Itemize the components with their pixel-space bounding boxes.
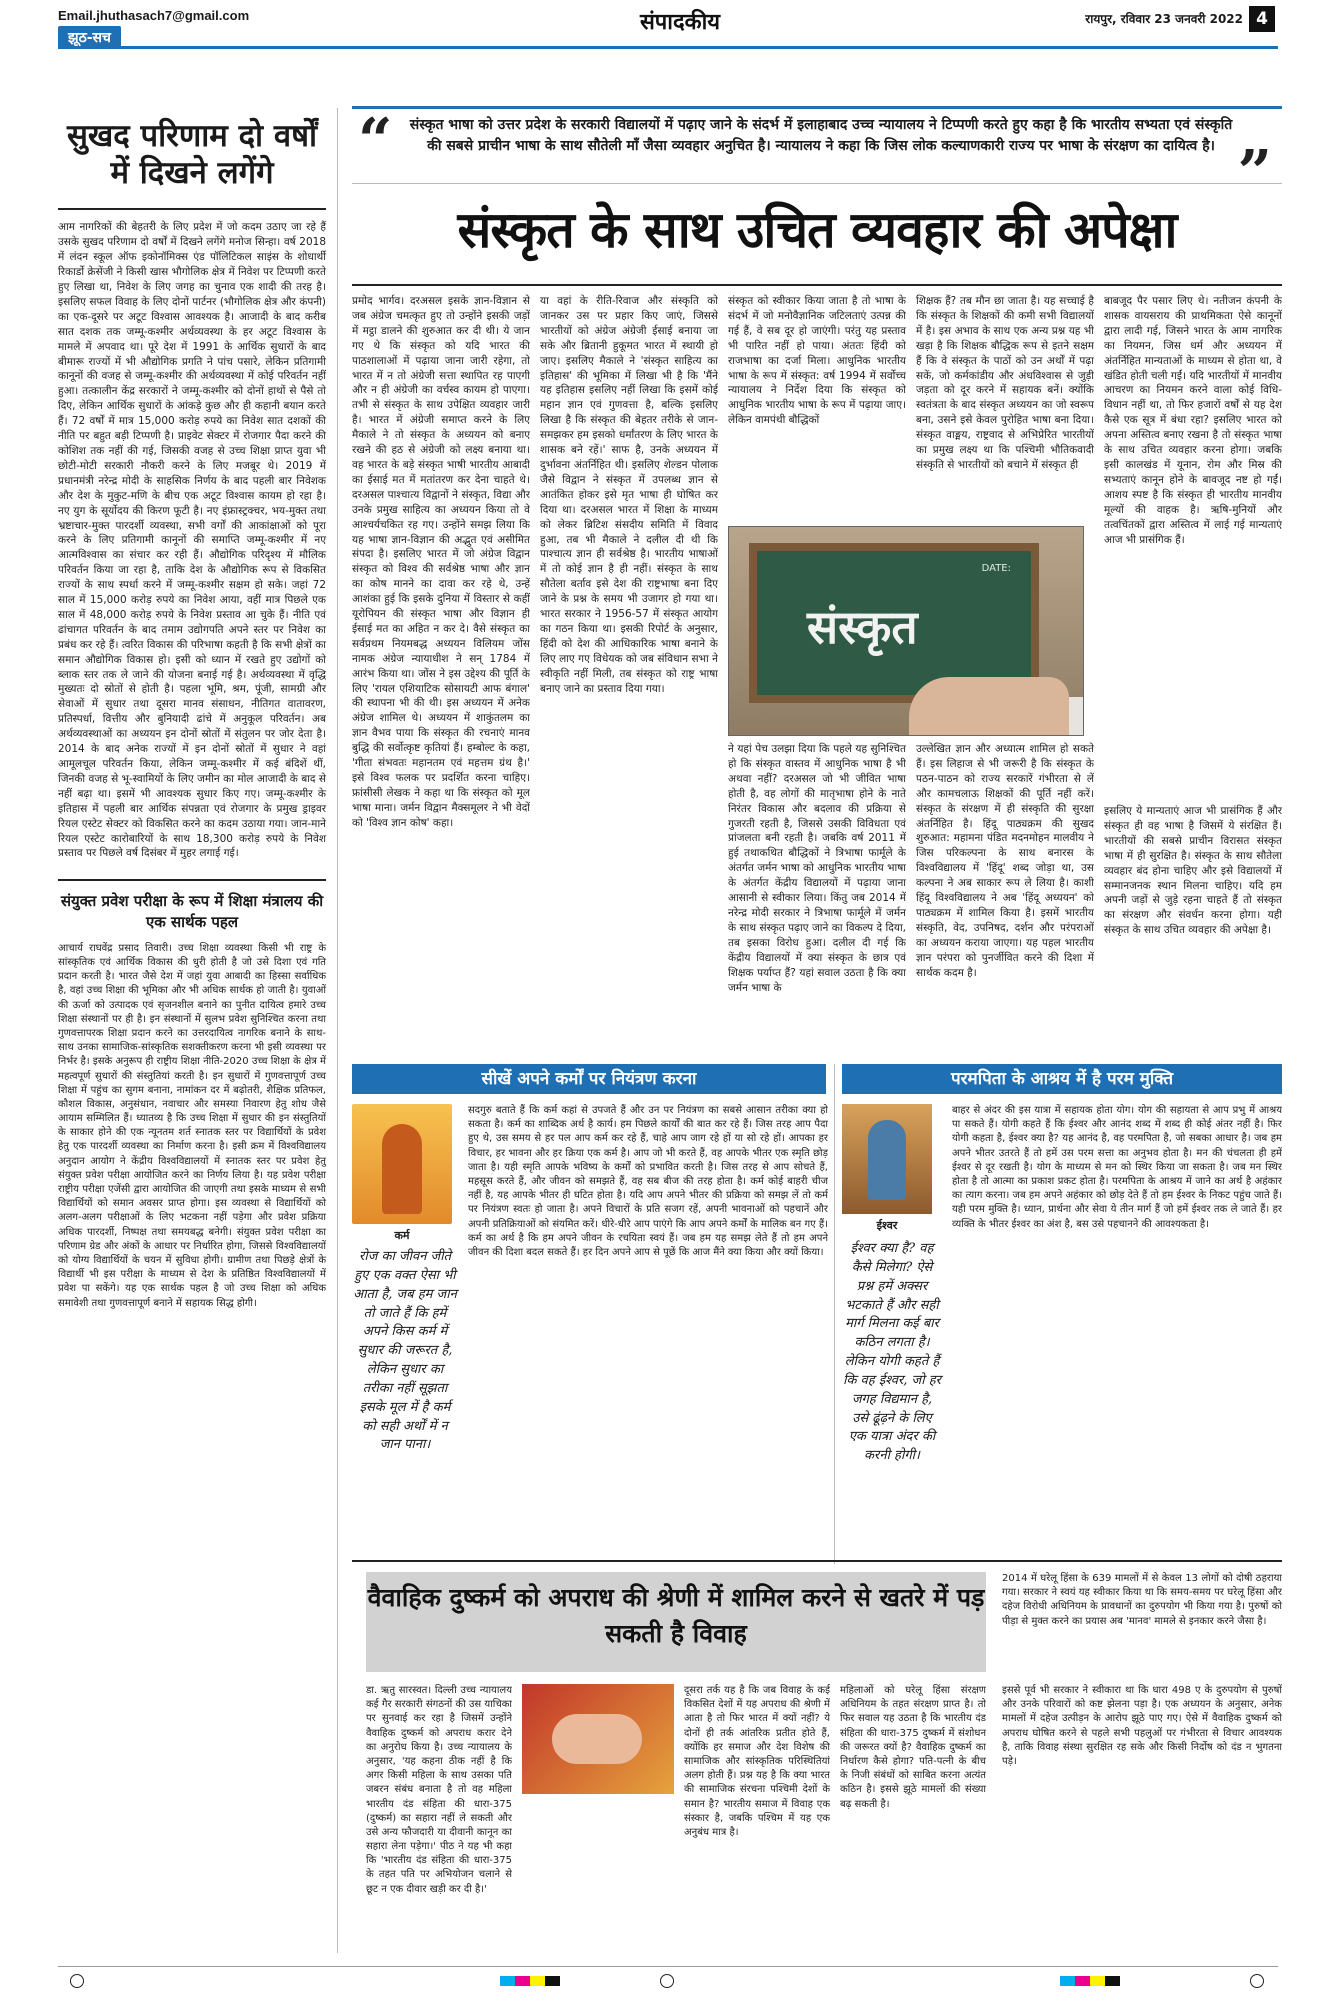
bottom-headline: वैवाहिक दुष्कर्म को अपराध की श्रेणी में शामिल करने से खतरे में पड़ सकती है विवाह <box>366 1572 986 1672</box>
god-illustration <box>842 1104 932 1214</box>
pull-quote <box>352 106 1282 208</box>
sage-figure <box>382 1124 422 1214</box>
karma-illustration <box>352 1104 452 1224</box>
mid-divider <box>834 1064 835 1564</box>
bottom-article-top-right: 2014 में घरेलू हिंसा के 639 मामलों में से केवल 13 लोगों को दोषी ठहराया गया। सरकार ने स्वयं यह स्वीकार किया था कि समय-समय पर घरेलू हिंसा और दहेज विरोधी अधिनियम के प्रावधानों का दुरुपयोग भी किया गया है। पुरुषों को पीड़ा से मुक्त करने का प्रयास अब 'मानव' मामले से इनकार करने जैसा है। <box>1002 1573 1282 1627</box>
column-divider <box>337 108 338 1953</box>
page-number: 4 <box>1249 6 1275 32</box>
bottom-article-column-5: इससे पूर्व भी सरकार ने स्वीकारा था कि धारा 498 ए के दुरुपयोग से पुरुषों और उनके परिवारों को कष्ट झेलना पड़ा है। एक अध्ययन के अनुसार, अनेक मामलों में दहेज उत्पीड़न के आरोप झूठे पाए गए। ऐसे में वैवाहिक दुष्कर्म को अपराध घोषित करने से पहले सभी पहलुओं पर गंभीरता से विचार आवश्यक है, ताकि विवाह संस्था सुरक्षित रह सके और किसी निर्दोष को दंड न भुगतना पड़े। <box>1002 1685 1282 1767</box>
registration-mark-icon <box>660 1974 674 1988</box>
karma-article-body: सदगुरु बताते हैं कि कर्म कहां से उपजते हैं और उन पर नियंत्रण का सबसे आसान तरीका क्या हो सकता है। कर्म का शाब्दिक अर्थ है कार्य। हम पिछले कार्यों की बात कर रहे हैं। जिस तरह आप पैदा हुए थे, उस समय से हर पल आप कर्म कर रहे हैं, चाहे आप जाग रहे हों या सो रहे हों। आपका हर विचार, हर भावना और हर क्रिया एक कर्म है। आप जो भी करते हैं, वह आपके भीतर एक स्मृति छोड़ जाता है। यही स्मृति आपके भविष्य के कर्मों को प्रभावित करती है। जिस तरह से आप सोचते हैं, महसूस करते हैं, और जीवन को समझते हैं, वह सब बीज की तरह होता है। कर्म कोई बाहरी चीज नहीं है, यह आपके भीतर ही घटित होता है। यदि आप अपने भीतर की प्रक्रिया को समझ लें तो कर्म पर नियंत्रण स्वतः हो जाता है। अपने विचारों के प्रति सजग रहें, अपनी भावनाओं को पहचानें और अपनी प्रतिक्रियाओं को संयमित करें। धीरे-धीरे आप पाएंगे कि आप अपने कर्मों के मालिक बन गए हैं। कर्म का अर्थ है कि हम अपने जीवन के रचयिता स्वयं हैं। जब हम यह समझ लेते हैं तो हम अपने जीवन की दिशा बदल सकते हैं। हर दिन अपने आप से पूछें कि आज मैंने क्या किया और क्यों किया। <box>468 1105 828 1258</box>
chalkboard-date-label: DATE: <box>981 563 1011 574</box>
bottom-article-column-3: दूसरा तर्क यह है कि जब विवाह के कई विकसित देशों में यह अपराध की श्रेणी में आता है तो फिर भारत में क्यों नहीं? ये दोनों ही तर्क आंतरिक प्रतीत होते हैं, क्योंकि हर समाज और देश विशेष की सामाजिक और सांस्कृतिक परिस्थितियां अलग होती हैं। प्रश्न यह है कि क्या भारत की सामाजिक संरचना पश्चिमी देशों के समान है? भारतीय समाज में विवाह एक संस्कार है, जबकि पश्चिम में यह एक अनुबंध मात्र है। <box>684 1685 830 1838</box>
registration-mark-icon <box>1250 1974 1264 1988</box>
chalkboard-word: संस्कृत <box>807 600 918 654</box>
header-rule <box>58 46 1278 49</box>
main-article-column-3-continued: ने यहां पेच उलझा दिया कि पहले यह सुनिश्चित हो कि संस्कृत वास्तव में आधुनिक भाषा है भी अथवा नहीं? दरअसल जो भी जीवित भाषा होती है, वह लोगों की मातृभाषा होने के नाते निरंतर विकास और बदलाव की प्रक्रिया से गुजरती रहती है, जिससे उसकी विविधता एवं प्रांजलता बनी रहती है। जबकि वर्ष 2011 में हुई तथाकथित बौद्धिकों ने त्रिभाषा फार्मूले के अंतर्गत जर्मन भाषा को आधुनिक भारतीय भाषा के अंतर्गत केंद्रीय विद्यालयों में पढ़ाया जाना आसानी से स्वीकार लिया। किंतु जब 2014 में नरेन्द्र मोदी सरकार ने त्रिभाषा फार्मूले में जर्मन के साथ संस्कृत पढ़ाए जाने का विकल्प दे दिया, तब इसका विरोध हुआ। दलील दी गई कि केंद्रीय विद्यालयों में क्या संस्कृत के छात्र एवं शिक्षक पर्याप्त हैं? यहां सवाल उठता है कि क्या जर्मन भाषा के <box>728 743 906 994</box>
footer-rule <box>58 1966 1278 1967</box>
mehndi-hands <box>552 1714 642 1764</box>
deity-figure <box>868 1120 906 1200</box>
bottom-article-column-1: डा. ऋतु सारस्वत। दिल्ली उच्च न्यायालय कई गैर सरकारी संगठनों की उस याचिका पर सुनवाई कर रहा है जिसमें उन्होंने वैवाहिक दुष्कर्म को अपराध करार देने का अनुरोध किया है। उच्च न्यायालय के अनुसार, 'यह कहना ठीक नहीं है कि अगर किसी महिला के साथ उसका पति जबरन संबंध बनाता है तो वह महिला भारतीय दंड संहिता की धारा-375 (दुष्कर्म) का सहारा नहीं ले सकती और उसे अन्य फौजदारी या दीवानी कानून का सहारा लेना पड़ेगा।' पीठ ने यह भी कहा कि 'भारतीय दंड संहिता की धारा-375 के तहत पति पर अभियोजन चलाने से छूट न एक दीवार खड़ी कर दी है।' <box>366 1685 512 1895</box>
color-calibration-bar <box>1060 1976 1120 1986</box>
section-title: संपादकीय <box>639 10 721 35</box>
dateline: रायपुर, रविवार 23 जनवरी 2022 <box>1085 12 1243 26</box>
second-article-body: आचार्य राघवेंद्र प्रसाद तिवारी। उच्च शिक्षा व्यवस्था किसी भी राष्ट्र के सांस्कृतिक एवं आर्थिक विकास की धुरी होती है जो उसे दिशा एवं गति प्रदान करती है। भारत जैसे देश में जहां युवा आबादी का हिस्सा सर्वाधिक है, वहां उच्च शिक्षा की भूमिका और भी अधिक सार्थक हो जाती है। युवाओं की ऊर्जा को उत्पादक एवं सृजनशील बनाने का पुनीत दायित्व हमारे उच्च शिक्षा संस्थानों पर ही है। इन संस्थानों में सुलभ प्रवेश सुनिश्चित करना तथा गुणवत्तापरक शिक्षा प्रदान करने का उत्तरदायित्व नागरिक बनाने के साथ-साथ उनका सामाजिक-सांस्कृतिक सशक्तीकरण करना भी इसी व्यवस्था पर निर्भर है। इसके अनुरूप ही राष्ट्रीय शिक्षा नीति-2020 उच्च शिक्षा के क्षेत्र में महत्वपूर्ण सुधारों की संस्तुतियां करती है। इन सुधारों में गुणवत्तापूर्ण उच्च शिक्षा में पहुंच का सुगम बनाना, नामांकन दर में बढ़ोतरी, शैक्षिक प्रतिफल, कौशल विकास, अनुसंधान, नवाचार और समस्या निवारण हेतु शोध जैसे आयाम सम्मिलित हैं। ध्यातव्य है कि उच्च शिक्षा में सुधार की इन संस्तुतियों के साकार होने की एक न्यूनतम शर्त स्नातक स्तर पर विद्यार्थियों के प्रवेश हेतु एक पारदर्शी व्यवस्था का निर्माण करना है। इसी क्रम में विश्वविद्यालय अनुदान आयोग ने केंद्रीय विश्वविद्यालयों में स्नातक स्तर पर प्रवेश हेतु संयुक्त प्रवेश परीक्षा आयोजित करने का निर्णय लिया है। यह प्रवेश परीक्षा राष्ट्रीय परीक्षा एजेंसी द्वारा आयोजित की जाएगी तथा इसके माध्यम से सभी विद्यार्थियों को समान अवसर प्राप्त होगा। इस व्यवस्था से विद्यार्थियों को अलग-अलग परीक्षाओं के लिए भटकना नहीं पड़ेगा और प्रवेश प्रक्रिया अधिक पारदर्शी, निष्पक्ष तथा समयबद्ध बनेगी। संयुक्त प्रवेश परीक्षा का परिणाम ग्रेड और अंकों के आधार पर निर्धारित होगा, जिससे विश्वविद्यालयों को योग्य विद्यार्थियों के चयन में सुविधा होगी। ग्रामीण तथा पिछड़े क्षेत्रों के विद्यार्थी भी इस परीक्षा के माध्यम से देश के प्रतिष्ठित विश्वविद्यालयों में प्रवेश पा सकेंगे। यह एक सार्थक पहल है जो उच्च शिक्षा को अधिक समावेशी तथा गुणवत्तापूर्ण बनाने में सहायक सिद्ध होगी। <box>58 942 326 1309</box>
main-article-column-4-continued: उल्लेखित ज्ञान और अध्यात्म शामिल हो सकते हैं। इस लिहाज से भी जरूरी है कि संस्कृत के पठन-पाठन को राज्य सरकारें गंभीरता से लें और कामचलाऊ शिक्षकों की पूर्ति नहीं करें। संस्कृत के संरक्षण में ही संस्कृति की सुरक्षा अंतर्निहित है। हिंदू पाठ्यक्रम की सुखद शुरुआत: महामना पंडित मदनमोहन मालवीय ने जिस परिकल्पना के साथ बनारस के विश्वविद्यालय में 'हिंदू' शब्द जोड़ा था, उस कल्पना ने अब साकार रूप ले लिया है। काशी हिंदू विश्वविद्यालय ने अब 'हिंदू अध्ययन' को पाठ्यक्रम में शामिल किया है। इसमें भारतीय संस्कृति, वेद, उपनिषद, दर्शन और परंपराओं का अध्ययन कराया जाएगा। यह पहल भारतीय ज्ञान परंपरा को पुनर्जीवित करने की दिशा में सार्थक कदम है। <box>916 743 1094 979</box>
main-article-column-5: बाबजूद पैर पसार लिए थे। नतीजन कंपनी के शासक वायसराय की प्राथमिकता ऐसे कानूनों द्वारा लादी गई, जिसने भारत के आम नागरिक का नियमन, जिस धर्म और अध्ययन में अंतर्निहित मान्यताओं के माध्यम से होता था, वे खंडित होती चली गईं। यदि भारतीयों में मानवीय आचरण का नियमन करने वाला कोई विधि-विधान नहीं था, तो फिर हजारों वर्षों से यह देश कैसे एक सूत्र में बंधा रहा? इसलिए भारत को अपना अस्तित्व बनाए रखना है तो संस्कृत भाषा के साथ उचित व्यवहार करना होगा। जबकि इसी कालखंड में यूनान, रोम और मिस्र की सभ्यताएं कानून होने के बावजूद नष्ट हो गईं। आशय स्पष्ट है कि संस्कृत ही भारतीय मानवीय मूल्यों की वाहक है। ऋषि-मुनियों और तत्वचिंतकों द्वारा अस्तित्व में लाई गई मान्यताएं आज भी प्रासंगिक हैं। <box>1104 295 1282 546</box>
open-quote-icon: “ <box>358 106 393 176</box>
main-article-column-2: या वहां के रीति-रिवाज और संस्कृति को जानकर उस पर प्रहार किए जाएं, जिससे भारतीयों को अंग्रेज अंग्रेजी ईसाई बनाया जा सके और ब्रितानी हुकूमत भारत में स्थायी हो जाए। इसलिए मैकाले ने 'संस्कृत साहित्य का इतिहास' की भूमिका में लिखा भी है कि 'मैंने यह इतिहास इसलिए नहीं लिखा कि इसमें कोई महान ज्ञान एवं गुणवत्ता है, बल्कि इसलिए लिखा है कि संस्कृत की बेहतर तरीके से जान-समझकर हम इसको धर्मांतरण के लिए भारत के शासक बने रहें।' साफ है, उनके अध्ययन में दुर्भावना अंतर्निहित थी। इसलिए शेल्डन पोलाक जैसे विद्वान ने संस्कृत में उपलब्ध ज्ञान से आतंकित होकर इसे मृत भाषा ही घोषित कर दिया था। दरअसल भारत में शिक्षा के माध्यम को लेकर ब्रिटिश संसदीय समिति में विवाद हुआ, तब भी मैकाले ने दलील दी थी कि पाश्चात्य ज्ञान ही सर्वश्रेष्ठ है। भारतीय भाषाओं में तो कोई ज्ञान है ही नहीं। संस्कृत के साथ सौतेला बर्ताव इसे देश की राष्ट्रभाषा बना दिए जाने के प्रश्न के समय भी उजागर हो गया था। भारत सरकार ने 1956-57 में संस्कृत आयोग का गठन किया था। इसकी रिपोर्ट के अनुसार, हिंदी को देश की आधिकारिक भाषा बनाने के लिए लाए गए विधेयक को जब संविधान सभा ने स्वीकृति नहीं मिली, तब संस्कृत को राष्ट्र भाषा बनाए जाने का प्रस्ताव दिया गया। <box>540 295 718 695</box>
main-article-column-3: संस्कृत को स्वीकार किया जाता है तो भाषा के संदर्भ में जो मनोवैज्ञानिक जटिलताएं उत्पन्न की गई हैं, वे सब दूर हो जाएंगी। परंतु यह प्रस्ताव भी पारित नहीं हो पाया। अंततः हिंदी को राजभाषा का दर्जा मिला। आधुनिक भारतीय भाषा के रूप में संस्कृत: वर्ष 1994 में सर्वोच्च न्यायालय ने निर्देश दिया कि संस्कृत को आधुनिक भारतीय भाषा के रूप में पढ़ाया जाए। लेकिन वामपंथी बौद्धिकों <box>728 295 906 427</box>
karma-pull-quote: रोज का जीवन जीते हुए एक वक्त ऐसा भी आता है, जब हम जान तो जाते हैं कि हमें अपने किस कर्म में सुधार की जरूरत है, लेकिन सुधार का तरीका नहीं सूझता इसके मूल में है कर्म को सही अर्थों में न जान पाना। <box>353 1249 457 1453</box>
color-calibration-bar <box>500 1976 560 1986</box>
god-pull-quote: ईश्वर क्या है? वह कैसे मिलेगा? ऐसे प्रश्न हमें अक्सर भटकाते हैं और सही मार्ग मिलना कई बार कठिन लगता है। लेकिन योगी कहते हैं कि वह ईश्वर, जो हर जगह विद्यमान है, उसे ढूंढ़ने के लिए एक यात्रा अंदर की करनी होगी। <box>843 1241 941 1464</box>
left-article-title: सुखद परिणाम दो वर्षों में दिखने लगेंगे <box>58 110 326 210</box>
bottom-article <box>352 1560 1282 1950</box>
wedding-hands-photo <box>522 1684 674 1794</box>
god-article-body: बाहर से अंदर की इस यात्रा में सहायक होता योग। योग की सहायता से आप प्रभु में आश्रय पा सकते हैं। योगी कहते हैं कि ईश्वर और आनंद शब्द में शब्द ही कोई अंतर नहीं है। फिर योगी कहता है, ईश्वर क्या है? यह आनंद है, वह परमपिता है, जो सबका आधार है। जब हम अपने भीतर उतरते हैं तो हमें उस परम सत्ता का अनुभव होता है। मन की चंचलता ही हमें ईश्वर से दूर रखती है। योग के माध्यम से मन को स्थिर किया जा सकता है। जब मन स्थिर होता है तो आत्मा का प्रकाश प्रकट होता है। परमपिता के आश्रय में जाने का अर्थ है अहंकार का त्याग करना। जब हम अपने अहंकार को छोड़ देते हैं तो हम ईश्वर के निकट पहुंच जाते हैं। यही परम मुक्ति है। ध्यान, प्रार्थना और सेवा ये तीन मार्ग हैं जो हमें ईश्वर तक ले जाते हैं। हर व्यक्ति के भीतर ईश्वर का अंश है, बस उसे पहचानने की आवश्यकता है। <box>952 1105 1282 1230</box>
close-quote-icon: ” <box>1237 138 1272 208</box>
left-column <box>58 110 326 1311</box>
bottom-article-column-4: महिलाओं को घरेलू हिंसा संरक्षण अधिनियम के तहत संरक्षण प्राप्त है। तो फिर सवाल यह उठता है कि भारतीय दंड संहिता की धारा-375 दुष्कर्म में संशोधन की जरूरत क्यों है? वैवाहिक दुष्कर्म का निर्धारण कैसे होगा? पति-पत्नी के बीच के निजी संबंधों को साबित करना अत्यंत कठिन है। इससे झूठे मामलों की संख्या बढ़ सकती है। <box>840 1685 986 1810</box>
main-article-column-1: प्रमोद भार्गव। दरअसल इसके ज्ञान-विज्ञान से जब अंग्रेज चमत्कृत हुए तो उन्होंने इसकी जड़ों में मट्ठा डालने की शुरुआत कर दी थी। ये जान गए थे कि संस्कृत को यदि भारत की पाठशालाओं में पढ़ाया जाना जारी रहेगा, तो भारत में न तो अंग्रेजी सत्ता स्थापित रह पाएगी और न ही अंग्रेजी का वर्चस्व कायम हो पाएगा। तभी से संस्कृत के साथ उपेक्षित व्यवहार जारी है। भारत में अंग्रेजी समाप्त करने के लिए मैकाले ने तो संस्कृत के अध्ययन को बनाए रखने की हठ से अंग्रेजी को लक्ष्य बनाया था। वह भारत के बड़े संस्कृत भाषी भारतीय आबादी का ईसाई मत में मतांतरण कर देना चाहते थे। दरअसल पाश्चात्य विद्वानों ने संस्कृत, विद्या और उनके प्रमुख साहित्य का अध्ययन किया तो वे आश्चर्यचकित रह गए। उन्होंने समझ लिया कि यह भाषा ज्ञान-विज्ञान की अद्भुत एवं असीमित संपदा है। इसलिए भारत में जो अंग्रेज विद्वान संस्कृत को विश्व की सर्वश्रेष्ठ भाषा और ज्ञान का कोष मानने का दावा कर रहे थे, उन्हें आशंका हुई कि इसके दुनिया में विस्तार से कहीं यूरोपियन की संस्कृत भाषा और विज्ञान ही ईसाई मत का अहित न कर दे। वैसे संस्कृत का सर्वप्रथम नियमबद्ध अध्ययन विलियम जोंस नामक अंग्रेज न्यायाधीश ने सन् 1784 में आरंभ किया था। जोंस ने इस उद्देश्य की पूर्ति के लिए 'रायल एशियाटिक सोसायटी आफ बंगाल' की स्थापना भी की थी। इस अध्ययन में अनेक अंग्रेज शामिल थे। अध्ययन में शाकुंतलम का ज्ञान वैभव पाया कि संस्कृत की रचनाएं मानव बुद्धि की सर्वोत्कृष्ट कृतियां हैं। हम्बोल्ट के कहा, 'गीता संभवतः महानतम एवं महत्तम ग्रंथ है।' इसे विश्व फलक पर प्रदर्शित करना चाहिए। फ्रांसीसी लेखक ने कहा था कि संस्कृत को मूल भाषा माना। जर्मन विद्वान मैक्समूलर ने भी वेदों को 'विश्व ज्ञान कोष' कहा। <box>352 295 530 829</box>
page-header <box>0 0 1323 62</box>
registration-mark-icon <box>70 1974 84 1988</box>
karma-caption: कर्म <box>394 1229 410 1242</box>
email-address[interactable]: Email.jhuthasach7@gmail.com <box>58 8 250 23</box>
sanskrit-chalkboard-photo <box>728 526 1084 736</box>
pull-quote-text: संस्कृत भाषा को उत्तर प्रदेश के सरकारी विद्यालयों में पढ़ाए जाने के संदर्भ में इलाहाबाद उच्च न्यायालय ने टिप्पणी करते हुए कहा है कि भारतीय सभ्यता एवं संस्कृति की सबसे प्राचीन भाषा के साथ सौतेली माँ जैसा व्यवहार अनुचित है। न्यायालय ने कहा कि जिस लोक कल्याणकारी राज्य पर भाषा के संरक्षण का दायित्व है। <box>409 117 1233 154</box>
second-article-title: संयुक्त प्रवेश परीक्षा के रूप में शिक्षा मंत्रालय की एक सार्थक पहल <box>58 879 326 932</box>
headline-rule <box>352 284 1282 286</box>
main-article-column-5-continued: इसलिए ये मान्यताएं आज भी प्रासंगिक हैं और संस्कृत ही वह भाषा है जिसमें ये संरक्षित हैं। भारतीयों की सबसे प्राचीन विरासत संस्कृत भाषा में ही सुरक्षित है। संस्कृत के साथ सौतेला व्यवहार बंद होना चाहिए और इसे विद्यालयों में सम्मानजनक स्थान मिलना चाहिए। यदि हम अपनी जड़ों से जुड़े रहना चाहते हैं तो संस्कृत का संरक्षण और संवर्धन करना होगा। यही संस्कृत के साथ उचित व्यवहार की अपेक्षा है। <box>1104 805 1282 937</box>
left-article-body: आम नागरिकों की बेहतरी के लिए प्रदेश में जो कदम उठाए जा रहे हैं उसके सुखद परिणाम दो वर्षों में दिखने लगेंगे मनोज सिन्हा। वर्ष 2018 में लंदन स्कूल ऑफ इकोनॉमिक्स एंड पॉलिटिकल साइंस के शोधार्थी रिकार्डो क्रेसेंजी ने किसी खास भौगोलिक क्षेत्र में निवेश पर टिप्पणी करते हुए लिखा था, निवेश के लिए जगह का चुनाव एक शादी की तरह है। इसलिए सफल विवाह के लिए दोनों पार्टनर (भौगोलिक क्षेत्र और कंपनी) का एक-दूसरे पर अटूट विश्वास आवश्यक है। आजादी के बाद करीब सात दशक तक जम्मू-कश्मीर अर्थव्यवस्था के हर अटूट विश्वास के मामले में अपवाद था। पूरे देश में 1991 के आर्थिक सुधारों के बाद बीमारू राज्यों में भी औद्योगिक प्रगति ने पांच पसारे, लेकिन प्रतिगामी कानूनों की वजह से जम्मू-कश्मीर की अर्थव्यवस्था में कोई परिवर्तन नहीं हुआ। तत्कालीन केंद्र सरकारों ने जम्मू-कश्मीर को दोनों हाथों से पैसे तो दिए, लेकिन आर्थिक सुधारों के आंकड़े कुछ और ही कहानी बयान करते हैं। 72 वर्षों में मात्र 15,000 करोड़ रुपये का निवेश सात दशकों की नीति पर बहुत बड़ी टिप्पणी है। प्राइवेट सेक्टर में रोजगार पैदा करने की कोशिश तक नहीं की गई, जिसकी वजह से उच्च शिक्षा प्राप्त युवा भी छोटी-मोटी सरकारी नौकरी करने के लिए मजबूर थे। 2019 में प्रधानमंत्री नरेन्द्र मोदी के साहसिक निर्णय के बाद पहली बार निवेशक और देश के मुकुट-मणि के बीच एक अटूट विश्वास कायम हो रहा है। नए युग के सूर्योदय की किरण फूटी है। नए इंफ्रास्ट्रक्चर, भय-मुक्त तथा भ्रष्टाचार-मुक्त पारदर्शी व्यवस्था, सभी वर्गों की आकांक्षाओं को पूरा करने के लिए प्रतिगामी कानूनों की समाप्ति जम्मू-कश्मीर में नए आत्मविश्वास का संचार कर रही हैं। औद्योगिक परिदृश्य में मौलिक परिवर्तन किया जा रहा है, ताकि देश के औद्योगिक रूप से विकसित राज्यों के साथ स्पर्धा करने में जम्मू-कश्मीर सक्षम हो सके। जहां 72 साल में 15,000 करोड़ रुपये का निवेश आया, वहीं मात्र पिछले एक साल में 48,000 करोड़ रुपये के निवेश प्रस्ताव आ चुके हैं। नीति एवं ढांचागत परिवर्तन के बाद तमाम उद्योगपति अपने स्तर पर निवेश का प्रबंध कर रहे हैं। त्वरित विकास की परिभाषा कहती है कि सभी क्षेत्रों का समान औद्योगिक विकास हो। इसी को ध्यान में रखते हुए उद्योगों को ब्लाक स्तर तक ले जाने की योजना बनाई गई है। अर्थव्यवस्था में वृद्धि मुख्यतः दो स्रोतों से होती है। पहला भूमि, श्रम, पूंजी, सामग्री और सेवाओं में सुधार तथा दूसरा मानव संसाधन, नीतिगत वातावरण, प्रतिस्पर्धा, वित्तीय और बुनियादी ढांचे में अनुकूल परिवर्तन। अब अर्थव्यवस्थाओं का अध्ययन इन दोनों स्रोतों में संतुलन पर जोर देता है। 2014 के बाद अनेक राज्यों में इन दोनों स्रोतों में सुधार ने वहां आमूलचूल परिवर्तन किया, लेकिन जम्मू-कश्मीर में कई बंदिशें थीं, जिनकी वजह से भू-स्वामियों के लिए जमीन का मोल आजादी के बाद से नहीं बढ़ा था। इसमें भी आवश्यक सुधार किए गए। जम्मू-कश्मीर के इतिहास में पहली बार आर्थिक संपन्नता एवं रोजगार के प्रमुख ड्राइवर रियल एस्टेट सेक्टर को विकसित करने का कदम उठाया गया। जान-माने रियल एस्टेट कारोबारियों के साथ 18,300 करोड़ रुपये के निवेश प्रस्ताव पर पिछले वर्ष दिसंबर में मुहर लगाई गई। <box>58 221 326 860</box>
teacher-hand <box>909 677 1069 736</box>
mid-section <box>352 1064 1282 1564</box>
main-headline: संस्कृत के साथ उचित व्यवहार की अपेक्षा <box>457 201 1177 259</box>
god-caption: ईश्वर <box>876 1219 898 1232</box>
paper-name-badge: झूठ-सच <box>58 26 121 49</box>
god-article-title: परमपिता के आश्रय में है परम मुक्ति <box>842 1064 1282 1094</box>
karma-article-title: सीखें अपने कर्मों पर नियंत्रण करना <box>352 1064 826 1094</box>
main-article-column-4: शिक्षक हैं? तब मौन छा जाता है। यह सच्चाई है कि संस्कृत के शिक्षकों की कमी सभी विद्यालयों में है। इस अभाव के साथ एक अन्य प्रश्न यह भी खड़ा है कि शिक्षक बौद्धिक रूप से इतने सक्षम हैं कि वे संस्कृत के पाठों को उन अर्थों में पढ़ा सकें, जो कर्मकांडीय और अंधविश्वास से जुड़ी जड़ता को दूर करने में सहायक बनें। क्योंकि स्वतंत्रता के बाद संस्कृत अध्ययन का जो स्वरूप बना, उसने इसे केवल पुरोहित भाषा बना दिया। संस्कृत वाङ्मय, राष्ट्रवाद से अभिप्रेरित भारतीयों का प्रमुख लक्ष्य था कि पश्चिमी भौतिकवादी संस्कृति से भारतीयों को बचाने में संस्कृत ही <box>916 295 1094 471</box>
